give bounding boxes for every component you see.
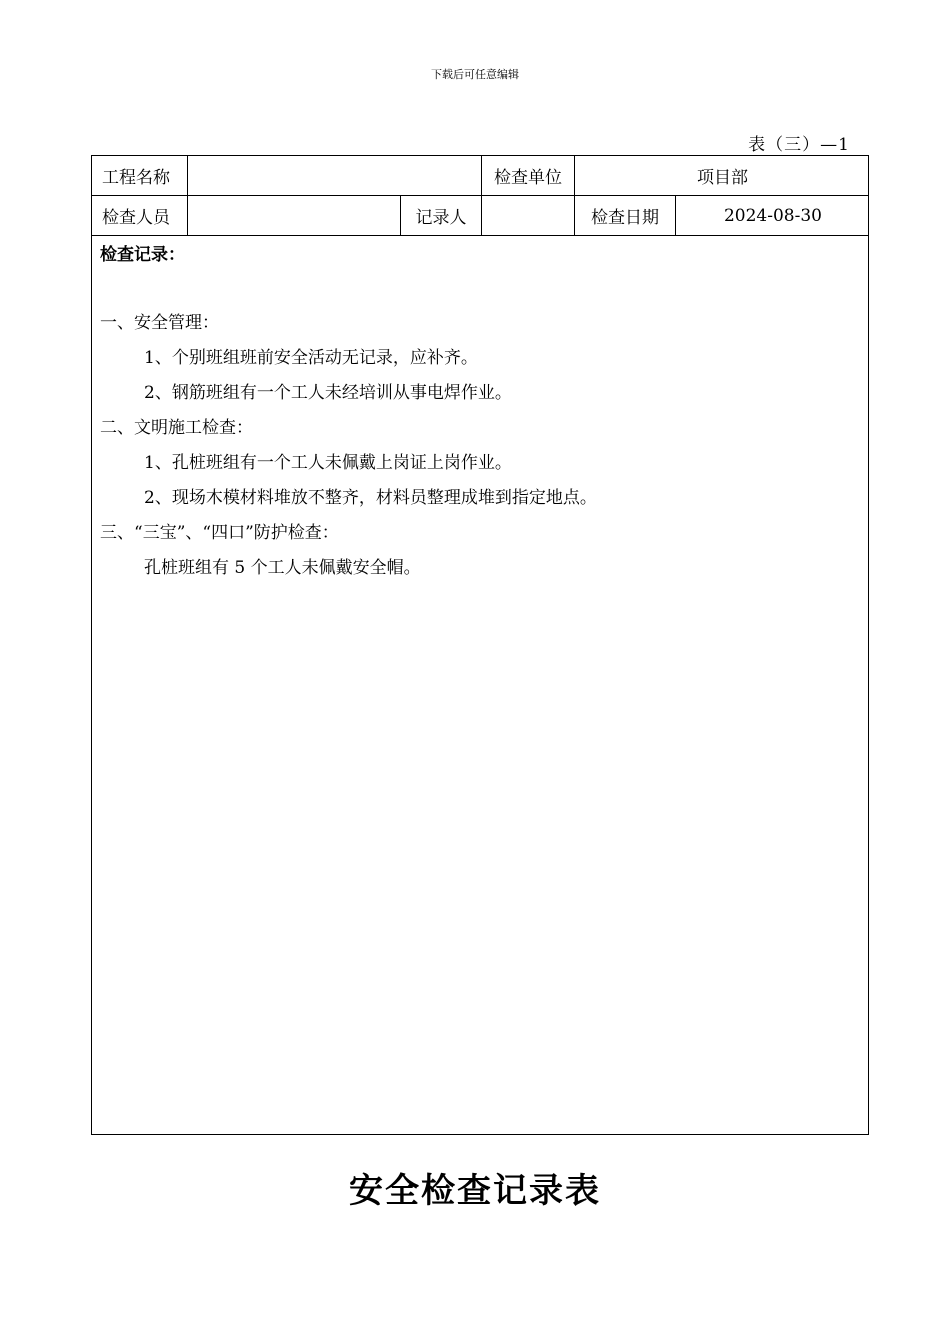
inspection-unit-label: 检查单位 [481, 156, 574, 195]
record-line: 1、孔桩班组有一个工人未佩戴上岗证上岗作业。 [144, 453, 512, 473]
record-line: 三、“三宝”、“四口”防护检查： [100, 523, 339, 543]
inspector-value[interactable] [187, 196, 400, 235]
record-line: 2、钢筋班组有一个工人未经培训从事电焊作业。 [144, 383, 512, 403]
inspection-record-table [91, 155, 869, 1135]
table-row-inspector [92, 196, 868, 236]
header-note: 下载后可任意编辑 [431, 68, 519, 81]
record-line: 二、文明施工检查： [100, 418, 253, 438]
inspection-date-label: 检查日期 [574, 196, 675, 235]
inspection-unit-value[interactable]: 项目部 [574, 156, 870, 195]
project-name-value[interactable] [187, 156, 481, 195]
record-line: 1、个别班组班前安全活动无记录，应补齐。 [144, 348, 478, 368]
inspection-date-value[interactable]: 2024-08-30 [675, 196, 870, 235]
project-name-label: 工程名称 [102, 168, 170, 188]
recorder-label: 记录人 [400, 196, 481, 235]
recorder-value[interactable] [481, 196, 574, 235]
document-title: 安全检查记录表 [349, 1171, 601, 1211]
record-line: 一、安全管理： [100, 313, 219, 333]
table-code: 表（三）—1 [748, 135, 850, 155]
table-row-project [92, 156, 868, 196]
record-line: 2、现场木模材料堆放不整齐，材料员整理成堆到指定地点。 [144, 488, 597, 508]
inspection-record-area [92, 236, 868, 1134]
record-title: 检查记录： [100, 245, 185, 265]
record-line: 孔桩班组有 5 个工人未佩戴安全帽。 [144, 558, 421, 578]
inspector-label: 检查人员 [102, 208, 170, 228]
